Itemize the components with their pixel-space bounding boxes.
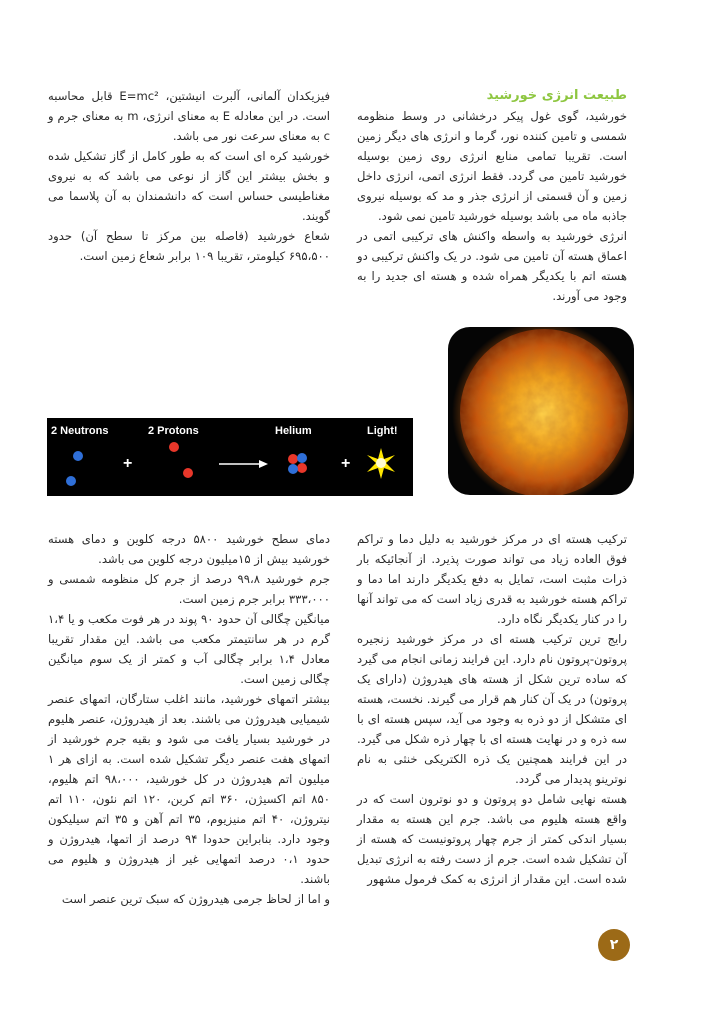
section-title: طبیعت انرژی خورشید [486, 88, 627, 103]
paragraph: شعاع خورشید (فاصله بین مرکز تا سطح آن) حدود ۶۹۵،۵۰۰ کیلومتر، تقریبا ۱۰۹ برابر شعاع زمین است. [48, 229, 330, 263]
fusion-diagram [47, 418, 413, 496]
page-number: ۲ [598, 929, 630, 961]
paragraph: میانگین چگالی آن حدود ۹۰ پوند در هر فوت مکعب و یا ۱،۴ گرم در هر سانتیمتر مکعب می باشد. این مقدار تقریبا معادل ۱،۴ برابر چگالی آب و کمتر از یک سوم میانگین چگالی زمین است. [48, 612, 331, 686]
paragraph: هسته نهایی شامل دو پروتون و دو نوترون است که در واقع هسته هلیوم می باشد. جرم این هسته به مقدار بسیار اندکی کمتر از جرم چهار پروتونیست که هسته از آن تشکیل شده است. جرم از دست رفته به انرژی تبدیل شده است. این مقدار از انرژی به کمک فرمول مشهور [357, 792, 627, 886]
protons-label: 2 Protons [148, 425, 199, 437]
neutrons-label: 2 Neutrons [51, 425, 109, 437]
proton-particle [169, 442, 179, 452]
paragraph: و اما از لحاظ جرمی هیدروژن که سبک ترین عنصر است [61, 892, 330, 906]
helium-proton [297, 463, 307, 473]
proton-particle [183, 468, 193, 478]
paragraph: خورشید، گوی غول پیکر درخشانی در وسط منظومه شمسی و تامین کننده نور، گرما و انرژی های دیگر زمین است. تقریبا تمامی منابع انرژی روی زمین بوسیله خورشید تامین می گردد. فقط انرژی اتمی، انرژی داخل زمین و آن قسمتی از انرژی جذر و مد که بوسیله نیروی جاذبه ماه می باشد بوسیله خورشید تامین نمی شود. [357, 109, 627, 223]
text-column-right-top [357, 86, 627, 306]
neutron-particle [66, 476, 76, 486]
helium-proton [288, 454, 298, 464]
sun-photo [448, 327, 634, 495]
helium-neutron [288, 464, 298, 474]
plus-sign: + [341, 455, 351, 472]
paragraph: دمای سطح خورشید ۵۸۰۰ درجه کلوین و دمای هسته خورشید بیش از ۱۵میلیون درجه کلوین می باشد. [48, 532, 330, 566]
paragraph: بیشتر اتمهای خورشید، مانند اغلب ستارگان، اتمهای عنصر شیمیایی هیدروژن می باشند. بعد از هیدروژن، عنصر هلیوم در خورشید بسیار یافت می شود و بقیه جرم خورشید از اتمهای هفت عنصر دیگر تشکیل شده است. به ازای هر ۱ میلیون اتم هیدروژن در کل خورشید، ۹۸،۰۰۰ اتم هلیوم، ۸۵۰ اتم اکسیژن، ۳۶۰ اتم کربن، ۱۲۰ اتم نئون، ۱۱۰ اتم نیتروژن، ۴۰ اتم منیزیوم، ۳۵ اتم آهن و ۳۵ اتم سیلیکون وجود دارد. بنابراین حدودا ۹۴ درصد از اتمها، هیدروژن و حدود ۰،۱ درصد اتمهایی غیر از هیدروژن و هلیوم می باشند. [48, 692, 331, 886]
text-column-right-bottom [357, 529, 627, 889]
helium-neutron [297, 453, 307, 463]
paragraph: فیزیکدان آلمانی، آلبرت انیشتین، E=mc² قابل محاسبه است. در این معادله E به معنای انرژی، m به معنای جرم و c به معنای سرعت نور می باشد. [48, 89, 331, 143]
paragraph: ترکیب هسته ای در مرکز خورشید به دلیل دما و تراکم فوق العاده زیاد می تواند صورت پذیرد. از آنجائیکه بار ذرات مثبت است، تمایل به دفع یکدیگر دارند اما دما و تراکم هسته خورشید به قدری زیاد است که می تواند آنها را در کنار یکدیگر نگاه دارد. [357, 532, 627, 626]
paragraph: خورشید کره ای است که به طور کامل از گاز تشکیل شده و بخش بیشتر این گاز از نوعی می باشد که به نیروی مغناطیسی حساس است که دانشمندان به آن پلاسما می گویند. [48, 149, 330, 223]
helium-label: Helium [275, 425, 312, 437]
paragraph: انرژی خورشید به واسطه واکنش های ترکیبی اتمی در اعماق هسته آن تامین می شود. در یک واکنش ترکیبی دو هسته اتم با یکدیگر همراه شده و هسته ای جدید را به وجود می آورند. [357, 229, 627, 303]
paragraph: جرم خورشید ۹۹،۸ درصد از جرم کل منظومه شمسی و ۳۳۳،۰۰۰ برابر جرم زمین است. [48, 572, 330, 606]
fusion-graphic [47, 418, 413, 496]
arrow-head-icon [259, 460, 268, 468]
light-burst-icon [367, 448, 395, 479]
plus-sign: + [123, 455, 133, 472]
text-column-left-bottom [48, 529, 330, 909]
neutron-particle [73, 451, 83, 461]
text-column-left-top [48, 86, 330, 266]
light-label: Light! [367, 425, 398, 437]
sun-image [448, 327, 634, 495]
paragraph: رایج ترین ترکیب هسته ای در مرکز خورشید زنجیره پروتون-پروتون نام دارد. این فرایند زمانی انجام می گیرد که ساده ترین شکل از هسته های هیدروژن (دارای یک پروتون) در یک آن کنار هم قرار می گیرند. نخست، هسته ای متشکل از دو ذره به وجود می آید، سپس هسته ای با سه ذره و در نهایت هسته ای با چهار ذره شکل می گیرد. در این فرایند همچنین یک ذره الکتریکی خنثی به نام نوترینو پدیدار می گردد. [357, 632, 627, 786]
